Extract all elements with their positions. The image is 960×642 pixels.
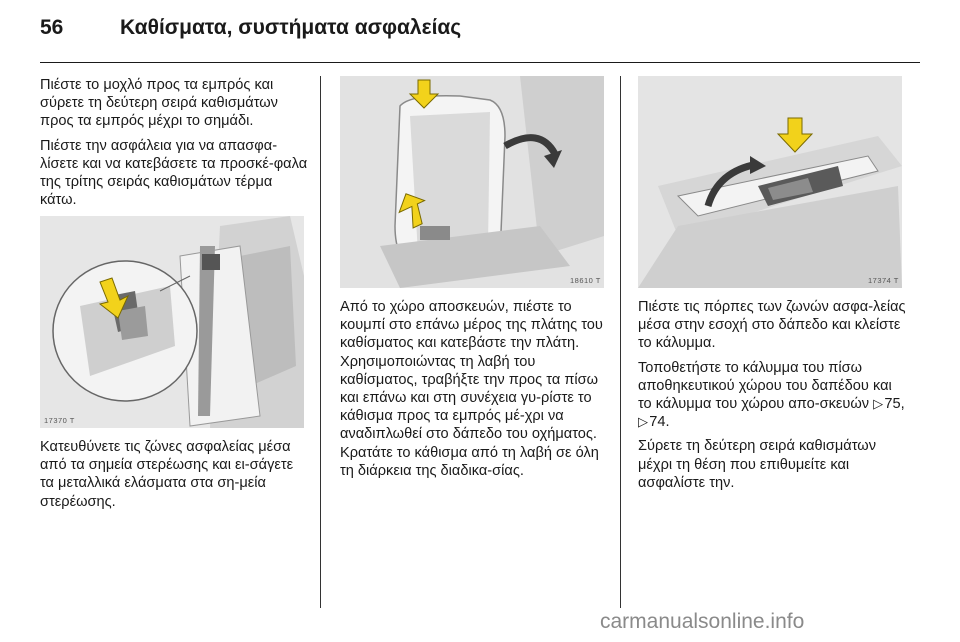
instruction-paragraph: Πιέστε το μοχλό προς τα εμπρός και σύρετε τη δεύτερη σειρά καθισμάτων προς τα εμπρός μέχρι το σημάδι.: [40, 77, 278, 130]
figure-code: 18610 T: [570, 276, 601, 285]
column-divider-1: [320, 76, 321, 608]
instruction-paragraph: Κατευθύνετε τις ζώνες ασφαλείας μέσα από τα σημεία στερέωσης και ει-σάγετε τα μεταλλικά ελάσματα στα ση-μεία στερέωσης.: [40, 439, 294, 510]
chapter-title: Καθίσματα, συστήματα ασφαλείας: [120, 16, 462, 39]
instruction-paragraph-with-refs: Τοποθετήστε το κάλυμμα του πίσω αποθηκευτικού χώρου του δαπέδου και το κάλυμμα του χώρου απο-σκευών ▷ 75, ▷ 74.: [638, 359, 905, 431]
instruction-paragraph: Πιέστε τις πόρπες των ζωνών ασφα-λείας μέσα στην εσοχή στο δάπεδο και κλείστε το κάλυμμα.: [638, 299, 906, 352]
figure-seat-belt-anchor: [40, 216, 304, 428]
header-divider: [40, 62, 920, 63]
page-header: [0, 0, 960, 60]
footer-watermark: carmanualsonline.info: [600, 610, 805, 633]
page-reference-icon: ▷: [638, 414, 648, 430]
figure-seat-fold: [340, 76, 604, 288]
figure-floor-recess: [638, 76, 902, 288]
instruction-text: Τοποθετήστε το κάλυμμα του πίσω αποθηκευτικού χώρου του δαπέδου και το κάλυμμα του χώρου απο-σκευών: [638, 359, 892, 413]
column-2-text: [340, 298, 608, 486]
figure-code: 17374 T: [868, 276, 899, 285]
page-number: 56: [40, 16, 64, 39]
page-reference[interactable]: 75: [884, 396, 901, 413]
instruction-paragraph: Σύρετε τη δεύτερη σειρά καθισμάτων μέχρι τη θέση που επιθυμείτε και ασφαλίστε την.: [638, 438, 876, 491]
figure-code: 17370 T: [44, 416, 75, 425]
column-1-text-bottom: [40, 438, 308, 517]
column-divider-2: [620, 76, 621, 608]
instruction-paragraph: Πιέστε την ασφάλεια για να απασφα-λίσετε και να κατεβάσετε τα προσκέ-φαλα της τρίτης σειράς καθισμάτων τέρμα κάτω.: [40, 137, 308, 209]
instruction-paragraph: Από το χώρο αποσκευών, πιέστε το κουμπί στο επάνω μέρος της πλάτης του καθίσματος και κατεβάστε την πλάτη. Χρησιμοποιώντας τη λαβή του καθίσματος, τραβήξτε την προς τα πίσω και επάνω και στη συνέχεια γυ-ρίστε το κάθισμα προς τα εμπρός μέ-χρι να αναδιπλωθεί στο δάπεδο του οχήματος. Κρατάτε το κάθισμα από τη λαβή σε όλη τη διάρκεια της διαδικα-σίας.: [340, 299, 603, 479]
page-reference-icon: ▷: [873, 396, 884, 412]
page-reference[interactable]: 74: [649, 414, 666, 431]
column-3-text: [638, 298, 908, 498]
column-1-text-top: [40, 76, 308, 215]
